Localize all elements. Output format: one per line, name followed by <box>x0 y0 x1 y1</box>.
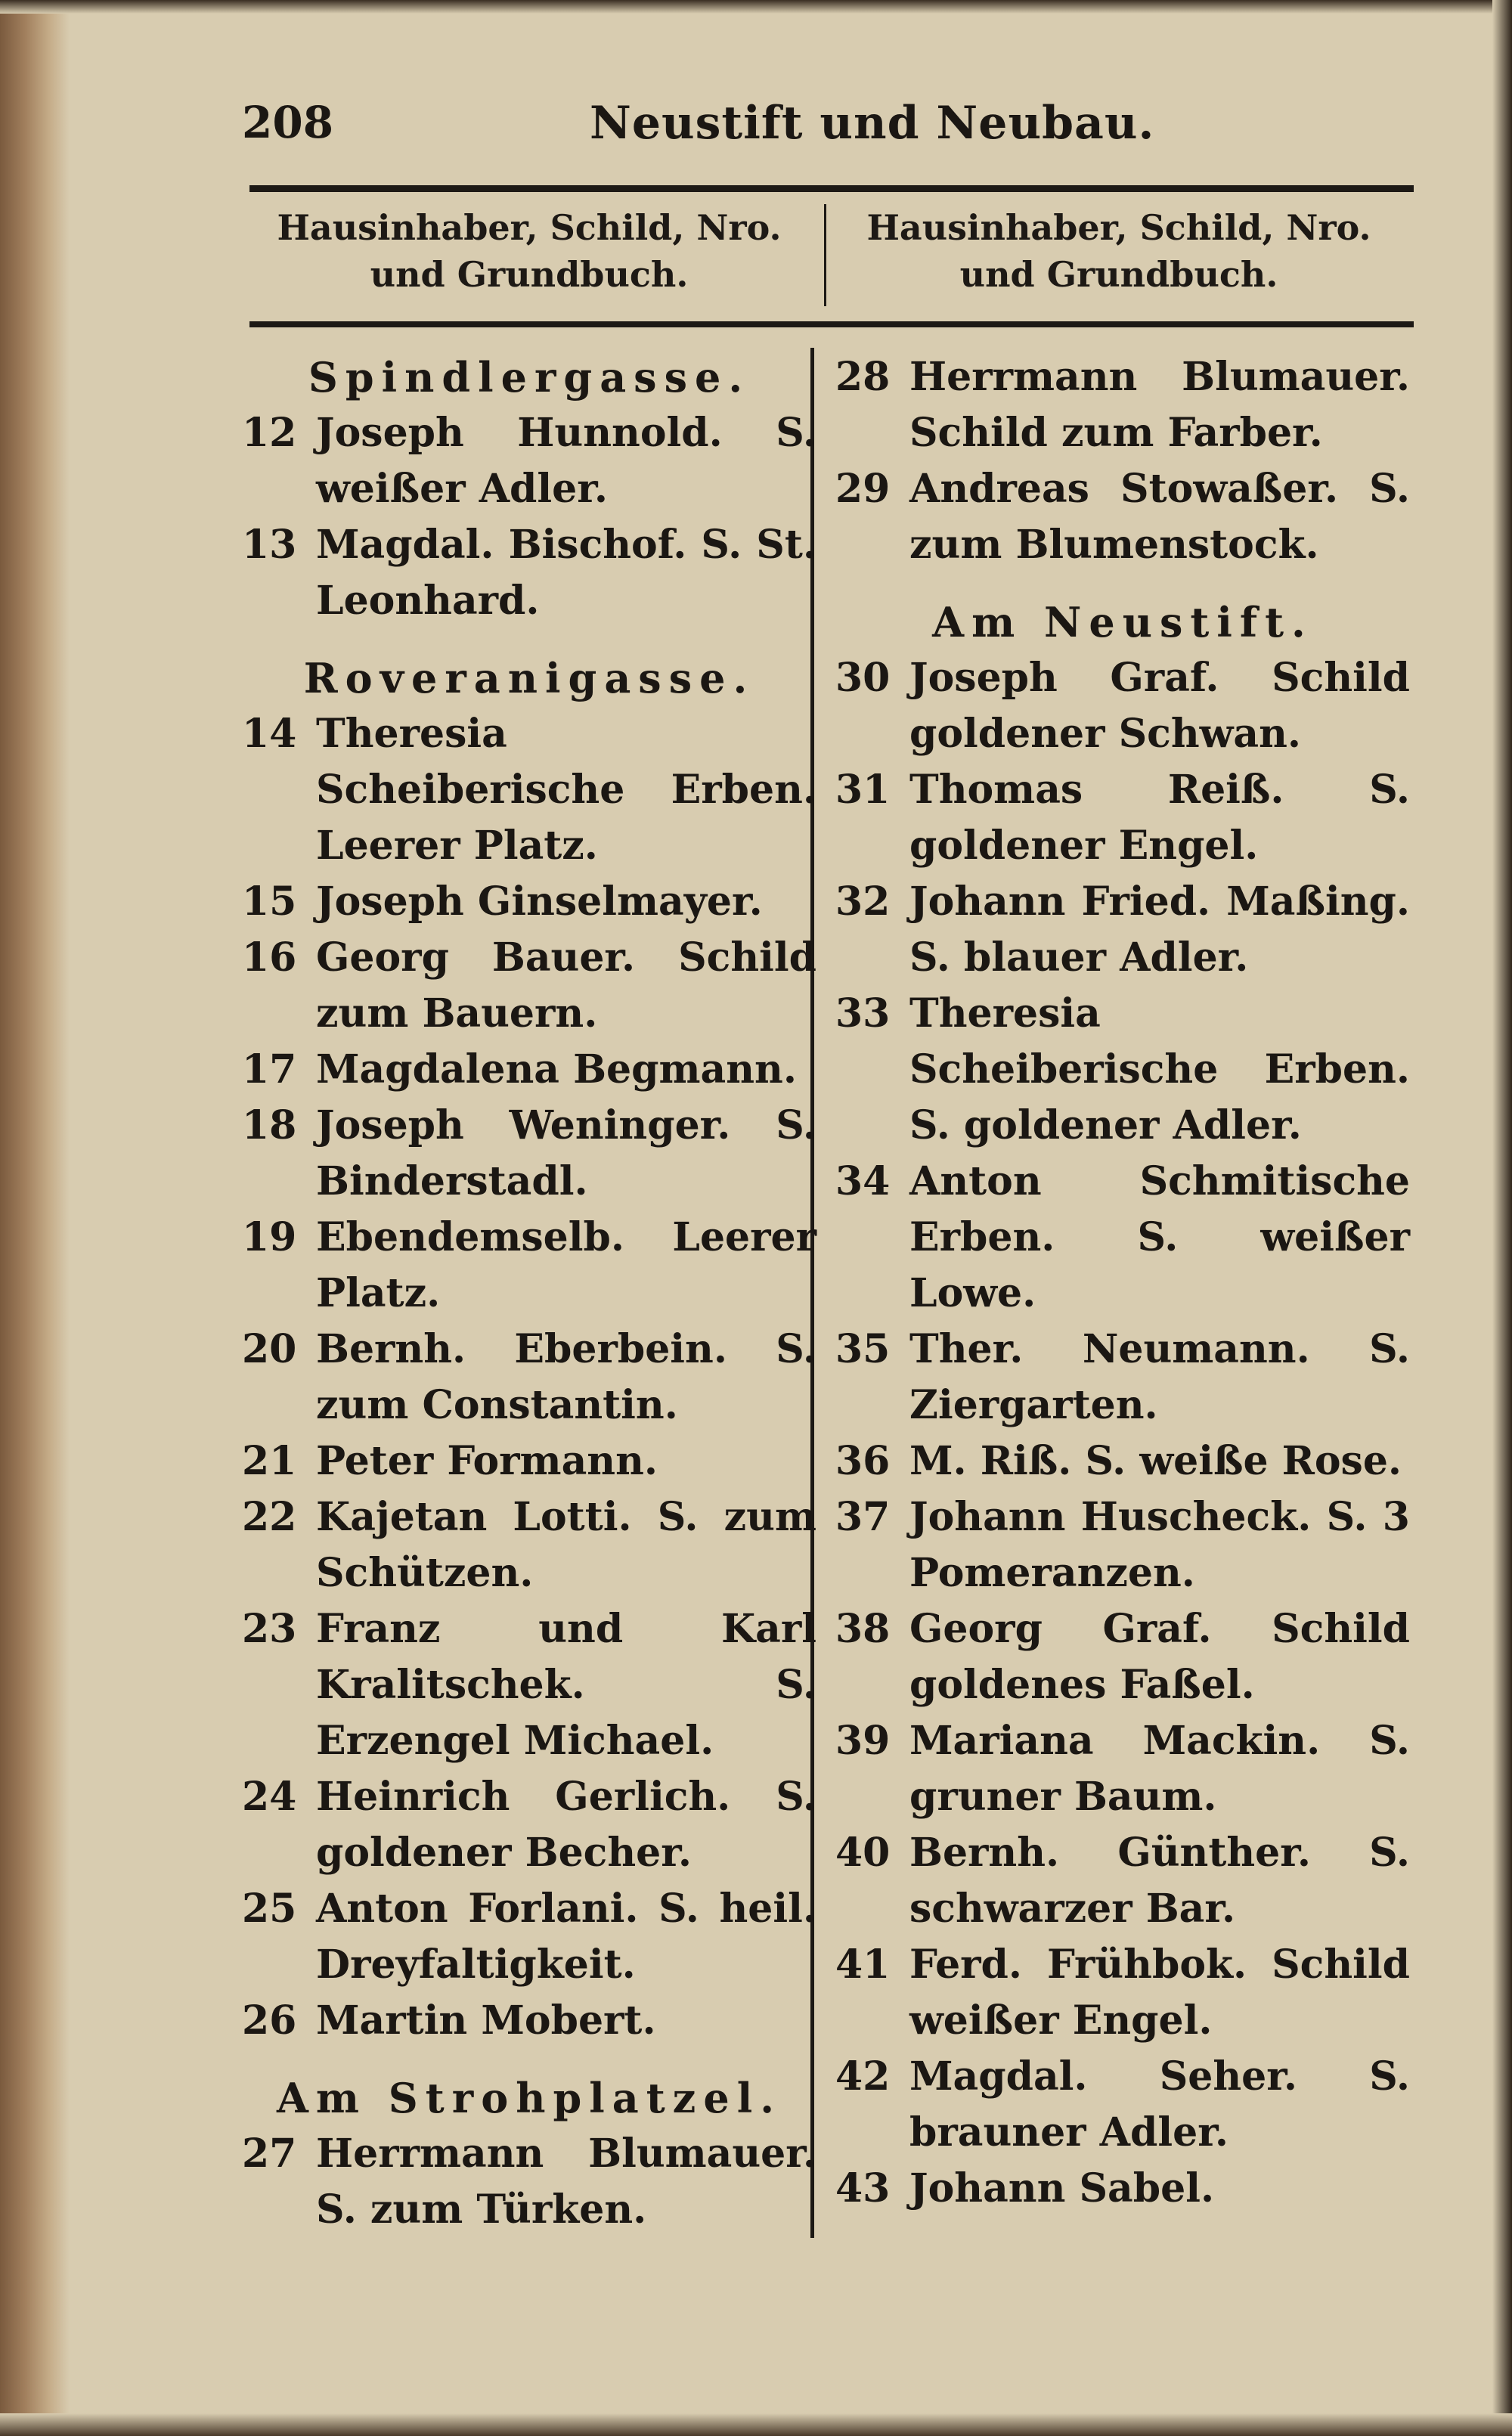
house-entry <box>835 1154 1410 1322</box>
house-number: 22 <box>242 1494 297 1540</box>
house-number: 40 <box>835 1830 891 1876</box>
house-entry <box>242 517 816 629</box>
house-number: 26 <box>242 1997 297 2044</box>
left-column <box>242 349 816 2238</box>
owner-and-sign: Theresia Scheiberische Erben. Leerer Platz. <box>316 711 816 869</box>
owner-and-sign: Magdal. Bischof. S. St. Leonhard. <box>316 522 816 624</box>
house-entry <box>242 1433 816 1489</box>
owner-and-sign: Kajetan Lotti. S. zum Schützen. <box>316 1494 816 1596</box>
owner-and-sign: Ther. Neumann. S. Ziergarten. <box>909 1326 1410 1428</box>
house-number: 25 <box>242 1886 297 1932</box>
owner-and-sign: Anton Schmitische Erben. S. weißer Lowe. <box>909 1158 1410 1316</box>
header-rule <box>249 185 1414 192</box>
house-entry <box>242 1601 816 1769</box>
street-heading: Spindlergasse. <box>308 353 751 401</box>
owner-and-sign: Theresia Scheiberische Erben. S. goldener Adler. <box>909 990 1410 1148</box>
house-entry <box>242 1489 816 1601</box>
house-number: 36 <box>835 1438 891 1484</box>
house-entry <box>835 1322 1410 1433</box>
running-title: Neustift und Neubau. <box>590 97 1155 150</box>
house-number: 31 <box>835 767 891 813</box>
house-number: 38 <box>835 1606 891 1652</box>
owner-and-sign: Georg Graf. Schild goldenes Faßel. <box>909 1606 1410 1708</box>
house-entry <box>242 706 816 874</box>
owner-and-sign: Thomas Reiß. S. goldener Engel. <box>909 767 1410 869</box>
page-top-edge <box>0 0 1512 14</box>
owner-and-sign: Andreas Stowaßer. S. zum Blumenstock. <box>909 466 1410 568</box>
owner-and-sign: Anton Forlani. S. heil. Dreyfaltigkeit. <box>316 1886 816 1988</box>
house-entry <box>242 1769 816 1881</box>
house-number: 20 <box>242 1326 297 1372</box>
house-number: 18 <box>242 1102 297 1148</box>
house-entry <box>835 1825 1410 1937</box>
house-entry <box>242 2126 816 2238</box>
house-entry <box>835 1489 1410 1601</box>
column-header-left: Hausinhaber, Schild, Nro. und Grundbuch. <box>277 207 782 295</box>
house-number: 15 <box>242 879 297 925</box>
house-number: 28 <box>835 354 891 400</box>
house-entry <box>835 874 1410 986</box>
owner-and-sign: Joseph Weninger. S. Binderstadl. <box>316 1102 816 1204</box>
owner-and-sign: Bernh. Günther. S. schwarzer Bar. <box>909 1830 1410 1932</box>
house-entry <box>242 1210 816 1322</box>
owner-and-sign: Bernh. Eberbein. S. zum Constantin. <box>316 1326 816 1428</box>
house-entry <box>242 1042 816 1098</box>
house-entry <box>242 1993 816 2049</box>
column-header-rule <box>249 321 1414 327</box>
owner-and-sign: Magdal. Seher. S. brauner Adler. <box>909 2053 1410 2156</box>
owner-and-sign: Mariana Mackin. S. gruner Baum. <box>909 1718 1410 1820</box>
house-entry <box>242 874 816 930</box>
page-bottom-edge <box>0 2413 1512 2436</box>
house-entry <box>835 2049 1410 2161</box>
house-number: 39 <box>835 1718 891 1764</box>
house-entry <box>242 405 816 517</box>
owner-and-sign: Herrmann Blumauer. S. zum Türken. <box>316 2131 816 2233</box>
right-column <box>835 349 1410 2217</box>
house-number: 17 <box>242 1046 297 1092</box>
house-entry <box>835 650 1410 762</box>
house-entry <box>242 930 816 1042</box>
column-header-right: Hausinhaber, Schild, Nro. und Grundbuch. <box>866 207 1371 295</box>
owner-and-sign: Joseph Ginselmayer. <box>316 879 763 925</box>
owner-and-sign: Heinrich Gerlich. S. goldener Becher. <box>316 1774 816 1876</box>
house-entry <box>835 762 1410 874</box>
page-number: 208 <box>242 97 334 148</box>
house-number: 23 <box>242 1606 297 1652</box>
house-number: 14 <box>242 711 297 757</box>
owner-and-sign: Martin Mobert. <box>316 1997 656 2044</box>
house-entry <box>835 1601 1410 1713</box>
street-heading: Am Strohplatzel. <box>276 2074 782 2122</box>
house-number: 12 <box>242 410 297 456</box>
house-number: 30 <box>835 655 891 701</box>
house-entry <box>242 1322 816 1433</box>
house-number: 19 <box>242 1214 297 1260</box>
owner-and-sign: Ferd. Frühbok. Schild weißer Engel. <box>909 1942 1410 2044</box>
house-number: 43 <box>835 2165 891 2211</box>
owner-and-sign: Franz und Karl Kralitschek. S. Erzengel Michael. <box>316 1606 816 1764</box>
house-entry <box>835 986 1410 1154</box>
owner-and-sign: Peter Formann. <box>316 1438 658 1484</box>
owner-and-sign: Joseph Graf. Schild goldener Schwan. <box>909 655 1410 757</box>
house-entry <box>835 2161 1410 2217</box>
house-number: 35 <box>835 1326 891 1372</box>
book-binding <box>0 0 70 2436</box>
house-number: 21 <box>242 1438 297 1484</box>
house-number: 41 <box>835 1942 891 1988</box>
owner-and-sign: Johann Sabel. <box>909 2165 1215 2211</box>
house-number: 34 <box>835 1158 891 1204</box>
owner-and-sign: Johann Fried. Maßing. S. blauer Adler. <box>909 879 1410 981</box>
owner-and-sign: Ebendemselb. Leerer Platz. <box>316 1214 816 1316</box>
house-entry <box>835 1713 1410 1825</box>
street-heading: Roveranigasse. <box>303 654 755 702</box>
owner-and-sign: Herrmann Blumauer. Schild zum Farber. <box>909 354 1410 456</box>
column-header-separator <box>824 204 826 306</box>
house-entry <box>242 1881 816 1993</box>
house-entry <box>835 349 1410 461</box>
house-number: 37 <box>835 1494 891 1540</box>
house-entry <box>242 1098 816 1210</box>
owner-and-sign: Georg Bauer. Schild zum Bauern. <box>316 934 816 1037</box>
page-right-edge <box>1492 0 1512 2436</box>
house-entry <box>835 461 1410 573</box>
street-heading: Am Neustift. <box>932 598 1313 646</box>
house-number: 42 <box>835 2053 891 2100</box>
house-number: 32 <box>835 879 891 925</box>
house-number: 33 <box>835 990 891 1037</box>
house-number: 16 <box>242 934 297 981</box>
house-number: 13 <box>242 522 297 568</box>
house-number: 29 <box>835 466 891 512</box>
house-number: 24 <box>242 1774 297 1820</box>
house-entry <box>835 1937 1410 2049</box>
running-header <box>242 97 1421 165</box>
house-number: 27 <box>242 2131 297 2177</box>
owner-and-sign: M. Riß. S. weiße Rose. <box>909 1438 1402 1484</box>
owner-and-sign: Johann Huscheck. S. 3 Pomeranzen. <box>909 1494 1410 1596</box>
house-entry <box>835 1433 1410 1489</box>
owner-and-sign: Magdalena Begmann. <box>316 1046 797 1092</box>
owner-and-sign: Joseph Hunnold. S. weißer Adler. <box>316 410 816 512</box>
